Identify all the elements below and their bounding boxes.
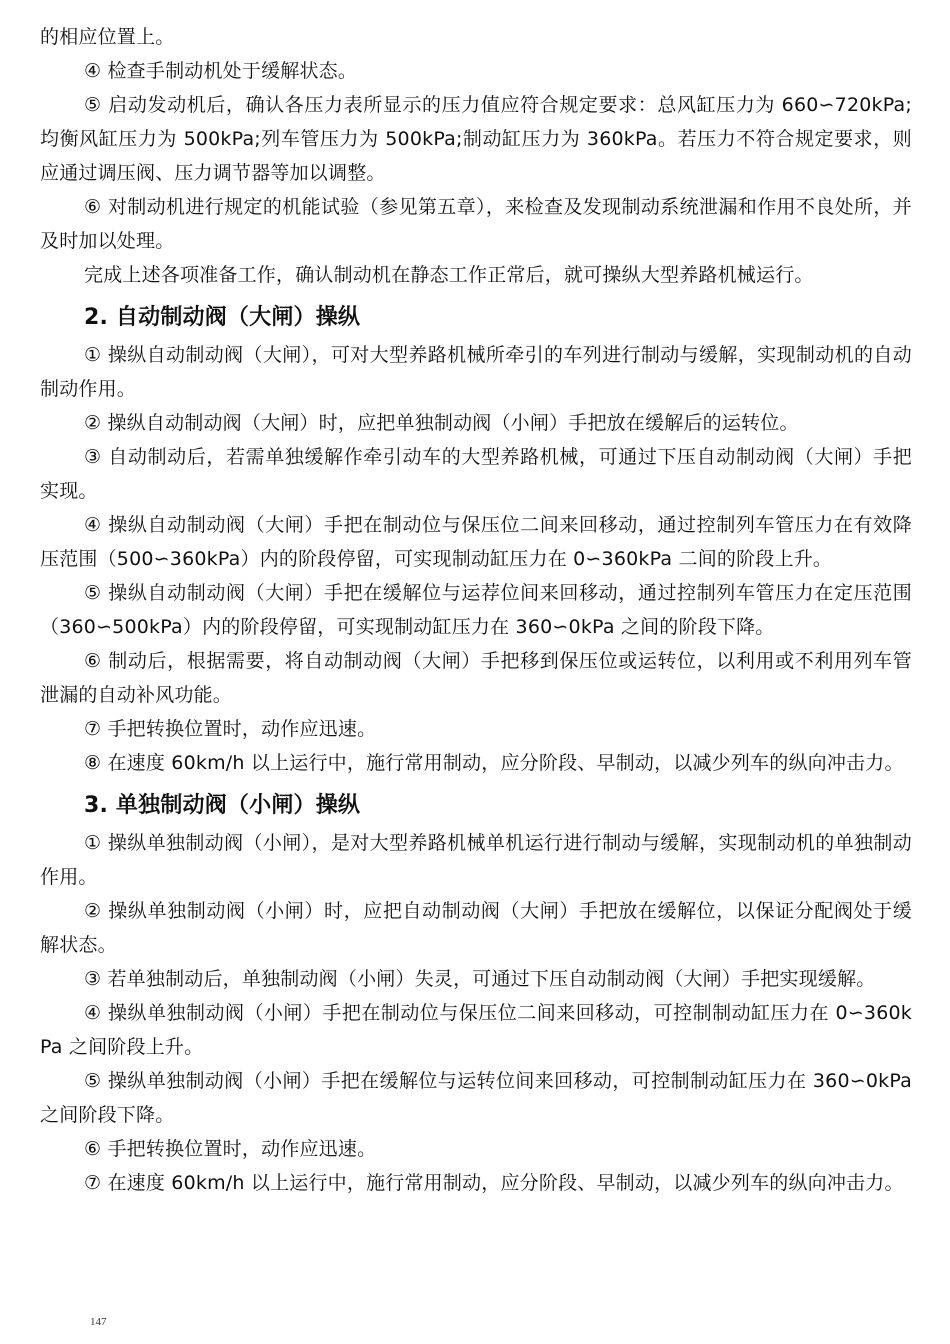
- section-heading-automatic-brake-valve: 2. 自动制动阀（大闸）操纵: [84, 305, 361, 330]
- paragraph-step-5-pressure: ⑤ 启动发动机后，确认各压力表所显示的压力值应符合规定要求：总风缸压力为 660∽720kPa;均衡风缸压力为 500kPa;列车管压力为 500kPa;制动缸压力为 360kPa。若压力不符合规定要求，则应通过调压阀、压力调节器等加以调整。: [40, 94, 912, 184]
- section2-item-3: ③ 自动制动后，若需单独缓解作牵引动车的大型养路机械，可通过下压自动制动阀（大闸）手把实现。: [40, 446, 912, 502]
- section-heading-independent-brake-valve: 3. 单独制动阀（小闸）操纵: [84, 793, 361, 818]
- paragraph-preparation-complete: 完成上述各项准备工作，确认制动机在静态工作正常后，就可操纵大型养路机械运行。: [84, 264, 814, 286]
- paragraph-step-6-test: ⑥ 对制动机进行规定的机能试验（参见第五章），来检查及发现制动系统泄漏和作用不良处所，并及时加以处理。: [40, 196, 912, 252]
- section2-item-1: ① 操纵自动制动阀（大闸），可对大型养路机械所牵引的车列进行制动与缓解，实现制动机的自动制动作用。: [40, 344, 912, 400]
- paragraph-step-4-handbrake: ④ 检查手制动机处于缓解状态。: [84, 60, 358, 82]
- section2-item-5: ⑤ 操纵自动制动阀（大闸）手把在缓解位与运荐位间来回移动，通过控制列车管压力在定压范围（360∽500kPa）内的阶段停留，可实现制动缸压力在 360∽0kPa 之间的阶段下降。: [40, 582, 912, 638]
- section3-item-6: ⑥ 手把转换位置时，动作应迅速。: [84, 1138, 377, 1160]
- section3-item-7: ⑦ 在速度 60km/h 以上运行中，施行常用制动，应分阶段、早制动，以减少列车的纵向冲击力。: [84, 1172, 904, 1194]
- section2-item-2: ② 操纵自动制动阀（大闸）时，应把单独制动阀（小闸）手把放在缓解后的运转位。: [84, 412, 799, 434]
- section2-item-8: ⑧ 在速度 60km/h 以上运行中，施行常用制动，应分阶段、早制动，以减少列车的纵向冲击力。: [84, 752, 904, 774]
- section3-item-1: ① 操纵单独制动阀（小闸），是对大型养路机械单机运行进行制动与缓解，实现制动机的单独制动作用。: [40, 832, 912, 888]
- page-number: 147: [90, 1316, 107, 1328]
- section3-item-4: ④ 操纵单独制动阀（小闸）手把在制动位与保压位二间来回移动，可控制制动缸压力在 0∽360kPa 之间阶段上升。: [40, 1002, 912, 1058]
- section2-item-7: ⑦ 手把转换位置时，动作应迅速。: [84, 718, 377, 740]
- document-body: [40, 20, 912, 1200]
- section2-item-4: ④ 操纵自动制动阀（大闸）手把在制动位与保压位二间来回移动，通过控制列车管压力在有效降压范围（500∽360kPa）内的阶段停留，可实现制动缸压力在 0∽360kPa 二间的阶段上升。: [40, 514, 912, 570]
- section3-item-3: ③ 若单独制动后，单独制动阀（小闸）失灵，可通过下压自动制动阀（大闸）手把实现缓解。: [84, 968, 876, 990]
- section3-item-5: ⑤ 操纵单独制动阀（小闸）手把在缓解位与运转位间来回移动，可控制制动缸压力在 360∽0kPa 之间阶段下降。: [40, 1070, 912, 1126]
- paragraph-continuation: 的相应位置上。: [40, 26, 175, 48]
- section3-item-2: ② 操纵单独制动阀（小闸）时，应把自动制动阀（大闸）手把放在缓解位，以保证分配阀处于缓解状态。: [40, 900, 912, 956]
- section2-item-6: ⑥ 制动后，根据需要，将自动制动阀（大闸）手把移到保压位或运转位，以利用或不利用列车管泄漏的自动补风功能。: [40, 650, 912, 706]
